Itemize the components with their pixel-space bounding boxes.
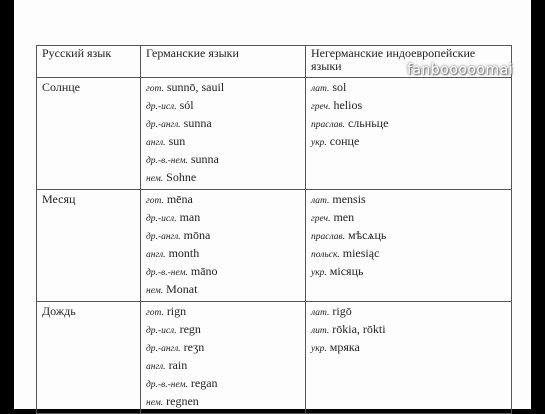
list-item bbox=[146, 375, 300, 393]
column-header-germanic: Германские языки bbox=[141, 46, 306, 78]
list-item bbox=[146, 115, 300, 133]
list-item bbox=[146, 79, 300, 97]
list-item bbox=[146, 245, 300, 263]
non-germanic-cell bbox=[306, 302, 512, 414]
word: Sohne bbox=[166, 170, 197, 184]
word: regn bbox=[179, 322, 201, 336]
word: māno bbox=[190, 264, 218, 278]
language-comparison-table bbox=[36, 45, 512, 414]
word: month bbox=[168, 246, 200, 260]
word: rain bbox=[168, 358, 188, 372]
germanic-cell bbox=[141, 190, 306, 302]
language-abbr: др.-в.-нем. bbox=[146, 268, 188, 278]
language-abbr: др.-в.-нем. bbox=[146, 156, 188, 166]
list-item bbox=[146, 133, 300, 151]
list-item bbox=[311, 115, 506, 133]
language-abbr: лат. bbox=[311, 84, 330, 94]
language-abbr: гот. bbox=[146, 196, 164, 206]
russian-word-cell: Месяц bbox=[37, 190, 141, 302]
column-header-russian: Русский язык bbox=[37, 46, 141, 78]
list-item bbox=[311, 191, 506, 209]
germanic-cell bbox=[141, 302, 306, 414]
language-abbr: лит. bbox=[311, 326, 330, 336]
language-abbr: др.-англ. bbox=[146, 232, 181, 242]
language-abbr: укр. bbox=[311, 344, 327, 354]
word: Monat bbox=[166, 282, 198, 296]
language-abbr: др.-исл. bbox=[146, 214, 177, 224]
document-page bbox=[14, 0, 531, 409]
list-item bbox=[146, 209, 300, 227]
list-item bbox=[311, 245, 506, 263]
language-abbr: греч. bbox=[311, 102, 331, 112]
list-item bbox=[146, 227, 300, 245]
language-abbr: англ. bbox=[146, 250, 166, 260]
list-item bbox=[146, 169, 300, 187]
table-row bbox=[37, 78, 512, 190]
language-abbr: греч. bbox=[311, 214, 331, 224]
russian-word-cell: Солнце bbox=[37, 78, 141, 190]
language-abbr: англ. bbox=[146, 362, 166, 372]
language-abbr: др.-англ. bbox=[146, 344, 181, 354]
list-item bbox=[146, 303, 300, 321]
word: reʒn bbox=[183, 340, 205, 354]
word: men bbox=[333, 210, 355, 224]
list-item bbox=[146, 263, 300, 281]
word: sunnō, sauil bbox=[166, 80, 225, 94]
language-abbr: укр. bbox=[311, 138, 327, 148]
list-item bbox=[311, 133, 506, 151]
language-abbr: др.-в.-нем. bbox=[146, 380, 188, 390]
column-header-non-germanic: Негерманские индоевропейские языки bbox=[306, 46, 512, 78]
table-row bbox=[37, 302, 512, 414]
language-abbr: др.-исл. bbox=[146, 102, 177, 112]
word: rigō bbox=[332, 304, 352, 318]
germanic-cell bbox=[141, 78, 306, 190]
language-abbr: лат. bbox=[311, 308, 330, 318]
list-item bbox=[311, 79, 506, 97]
language-abbr: гот. bbox=[146, 84, 164, 94]
word: regnen bbox=[166, 394, 199, 408]
word: мряка bbox=[329, 340, 360, 354]
language-abbr: польск. bbox=[311, 250, 340, 260]
word: miesiąc bbox=[342, 246, 380, 260]
list-item bbox=[146, 339, 300, 357]
language-abbr: лат. bbox=[311, 196, 330, 206]
language-abbr: др.-англ. bbox=[146, 120, 181, 130]
list-item bbox=[311, 339, 506, 357]
word: regan bbox=[190, 376, 218, 390]
language-abbr: укр. bbox=[311, 268, 327, 278]
word: мѣсѧць bbox=[347, 228, 387, 242]
language-abbr: гот. bbox=[146, 308, 164, 318]
word: sun bbox=[168, 134, 186, 148]
russian-word-cell: Дождь bbox=[37, 302, 141, 414]
language-abbr: др.-исл. bbox=[146, 326, 177, 336]
list-item bbox=[311, 263, 506, 281]
list-item bbox=[146, 357, 300, 375]
list-item bbox=[146, 281, 300, 299]
non-germanic-cell bbox=[306, 190, 512, 302]
language-abbr: англ. bbox=[146, 138, 166, 148]
list-item bbox=[311, 97, 506, 115]
word: mēna bbox=[166, 192, 193, 206]
word: helios bbox=[333, 98, 363, 112]
word: rōkia, rōkti bbox=[332, 322, 386, 336]
word: mōna bbox=[183, 228, 211, 242]
language-abbr: нем. bbox=[146, 398, 164, 408]
word: сльньце bbox=[347, 116, 389, 130]
list-item bbox=[146, 191, 300, 209]
list-item bbox=[146, 97, 300, 115]
language-abbr: праслав. bbox=[311, 232, 345, 242]
word: rign bbox=[166, 304, 187, 318]
table-row bbox=[37, 190, 512, 302]
language-abbr: нем. bbox=[146, 286, 164, 296]
list-item bbox=[311, 227, 506, 245]
word: mensis bbox=[332, 192, 366, 206]
list-item bbox=[311, 209, 506, 227]
word: sol bbox=[332, 80, 347, 94]
word: sunna bbox=[190, 152, 219, 166]
word: man bbox=[179, 210, 201, 224]
list-item bbox=[311, 303, 506, 321]
non-germanic-cell bbox=[306, 78, 512, 190]
language-abbr: праслав. bbox=[311, 120, 345, 130]
list-item bbox=[146, 321, 300, 339]
list-item bbox=[311, 321, 506, 339]
word: sunna bbox=[183, 116, 212, 130]
word: сонце bbox=[329, 134, 360, 148]
language-abbr: нем. bbox=[146, 174, 164, 184]
watermark: fanbooooomai bbox=[407, 62, 514, 78]
list-item bbox=[146, 393, 300, 411]
word: sól bbox=[179, 98, 194, 112]
list-item bbox=[146, 151, 300, 169]
word: місяць bbox=[329, 264, 364, 278]
